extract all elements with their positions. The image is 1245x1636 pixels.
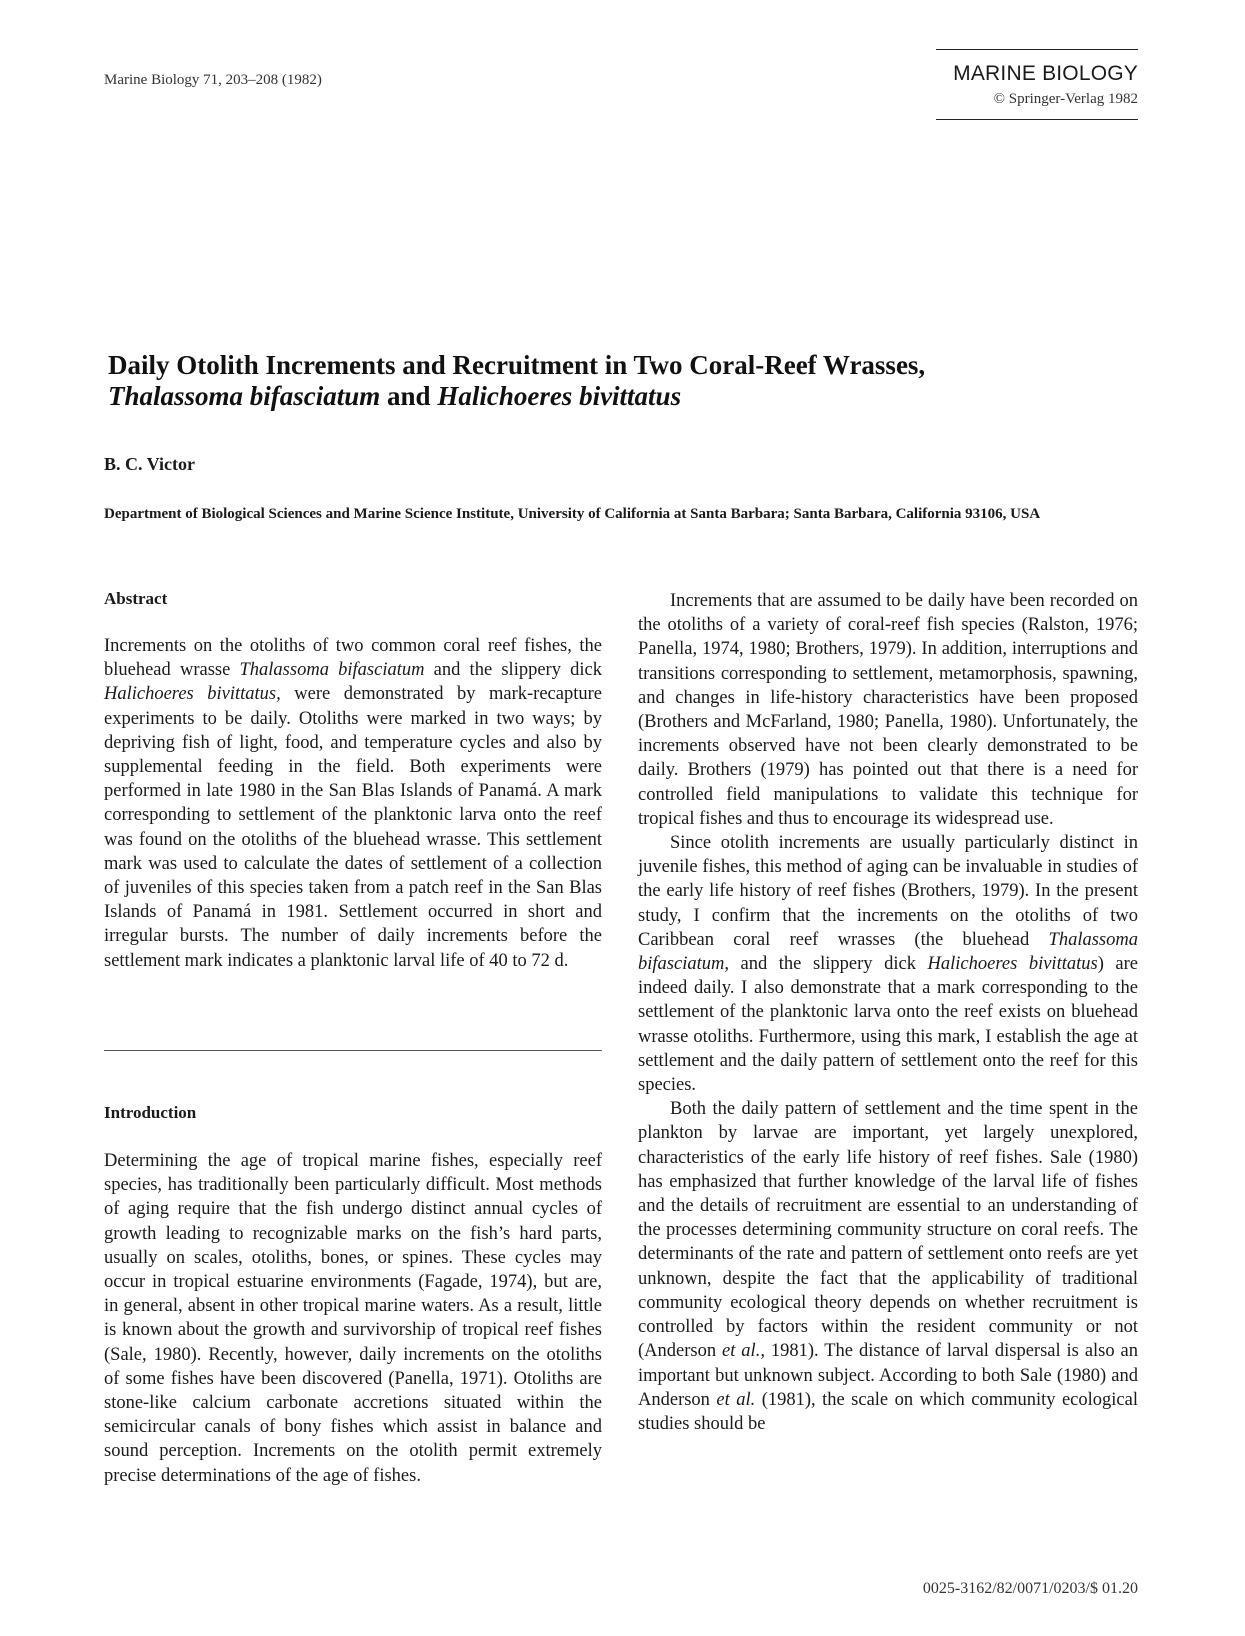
- right-paragraph-2: [638, 831, 1138, 1097]
- introduction-body: [104, 1149, 602, 1488]
- title-species-2: Halichoeres bivittatus: [437, 381, 682, 411]
- abstract-heading: Abstract: [104, 589, 168, 608]
- journal-brand-name: MARINE BIOLOGY: [953, 62, 1138, 85]
- introduction-paragraph-1: Determining the age of tropical marine fishes, especially reef species, has traditionally been particularly difficult. Most methods of aging require that the fish undergo distinct annual cycles of growth leading to recognizable marks on the fish’s hard parts, usually on scales, otoliths, bones, or spines. These cycles may occur in tropical estuarine environments (Fagade, 1974), but are, in general, absent in other tropical marine waters. As a result, little is known about the growth and survivorship of tropical reef fishes (Sale, 1980). Recently, however, daily increments on the otoliths of some fishes have been discovered (Panella, 1971). Otoliths are stone-like calcium carbonate accretions situated within the semicircular canals of bony fishes which assist in balance and sound perception. Increments on the otolith permit extremely precise determinations of the age of fishes.: [104, 1151, 602, 1486]
- right-p2-species-1: Thalassoma bifasciatum,: [638, 929, 1138, 975]
- abstract-species-2: Halichoeres bivittatus,: [104, 684, 281, 705]
- article-title: [108, 350, 1148, 412]
- right-paragraph-3: [638, 1097, 1138, 1436]
- right-paragraph-1: Increments that are assumed to be daily have been recorded on the otoliths of a variety of coral-reef fish species (Ralston, 1976; Panella, 1974, 1980; Brothers, 1979). In addition, interruptions and transitions corresponding to settlement, metamorphosis, spawning, and changes in life-history characteristics have been proposed (Brothers and McFarland, 1980; Panella, 1980). Unfortunately, the increments observed have not been clearly demonstrated to be daily. Brothers (1979) has pointed out that there is a need for controlled field manipulations to validate this technique for tropical fishes and thus to encourage its widespread use.: [638, 591, 1138, 829]
- abstract-divider: [104, 1050, 602, 1051]
- title-conjunction: and: [380, 381, 438, 411]
- author-affiliation: Department of Biological Sciences and Marine Science Institute, University of California at Santa Barbara; Santa Barbara, California 93106, USA: [104, 506, 1041, 522]
- abstract-text-c: were demonstrated by mark-recapture experiments to be daily. Otoliths were marked in two ways; by depriving fish of light, food, and temperature cycles and also by supplemental feeding in the field. Both experiments were performed in late 1980 in the San Blas Islands of Panamá. A mark corresponding to settlement of the planktonic larva onto the reef was found on the otoliths of the bluehead wrasse. This settlement mark was used to calculate the dates of settlement of a collection of juveniles of this species taken from a patch reef in the San Blas Islands of Panamá in 1981. Settlement occurred in short and irregular bursts. The number of daily increments before the settlement mark indicates a planktonic larval life of 40 to 72 d.: [104, 684, 602, 971]
- introduction-heading: Introduction: [104, 1103, 197, 1122]
- right-p3-text-c: (1981), the scale on which community ecological studies should be: [638, 1389, 1138, 1434]
- right-p3-text-a: Both the daily pattern of settlement and the time spent in the plankton by larvae are important, yet largely unexplored, characteristics of the early life history of reef fishes. Sale (1980) has emphasized that further knowledge of the larval life of fishes and the details of recruitment are essential to an understanding of the processes determining community structure on coral reefs. The determinants of the rate and pattern of settlement onto reefs are yet unknown, despite the fact that the applicability of traditional community ecological theory depends on whether recruitment is controlled by factors within the resident community or not (Anderson: [638, 1099, 1138, 1362]
- right-column-body: [638, 589, 1138, 1436]
- abstract-body: [104, 634, 602, 973]
- right-p2-text-a: Since otolith increments are usually particularly distinct in juvenile fishes, this method of aging can be invaluable in studies of the early life history of reef fishes (Brothers, 1979). In the present study, I confirm that the increments on the otoliths of two Caribbean coral reef wrasses (the bluehead: [638, 833, 1138, 950]
- title-line-1: Daily Otolith Increments and Recruitment in Two Coral-Reef Wrasses,: [108, 350, 926, 380]
- right-p3-text-b: 1981). The distance of larval dispersal is also an important but unknown subject. According to both Sale (1980) and Anderson: [638, 1341, 1139, 1410]
- brand-bottom-rule: [936, 119, 1138, 120]
- title-species-1: Thalassoma bifasciatum: [108, 381, 381, 411]
- abstract-species-1: Thalassoma bifasciatum: [239, 660, 425, 681]
- abstract-text-a: Increments on the otoliths of two common coral reef fishes, the bluehead wrasse: [104, 636, 602, 681]
- right-p3-etal-1: et al.,: [722, 1341, 765, 1362]
- copyright-notice: © Springer-Verlag 1982: [993, 91, 1138, 107]
- author-name: B. C. Victor: [104, 454, 195, 474]
- right-p3-etal-2: et al.: [716, 1389, 756, 1410]
- right-p2-species-2: Halichoeres bivittatus: [927, 954, 1098, 975]
- title-line-2: [108, 381, 1148, 412]
- abstract-paragraph: [104, 634, 602, 973]
- brand-top-rule: [936, 49, 1138, 50]
- abstract-text-b: and the slippery dick: [424, 660, 602, 681]
- right-p2-text-c: ) are indeed daily. I also demonstrate that a mark corresponding to the settlement of the planktonic larva onto the reef exists on bluehead wrasse otoliths. Furthermore, using this mark, I establish the age at settlement and the daily pattern of settlement onto the reef for this species.: [638, 954, 1138, 1096]
- journal-brand-box: [936, 49, 1138, 120]
- journal-reference: Marine Biology 71, 203–208 (1982): [104, 72, 322, 88]
- right-p2-text-b: and the slippery dick: [728, 954, 928, 975]
- article-code: 0025-3162/82/0071/0203/$ 01.20: [922, 1580, 1138, 1597]
